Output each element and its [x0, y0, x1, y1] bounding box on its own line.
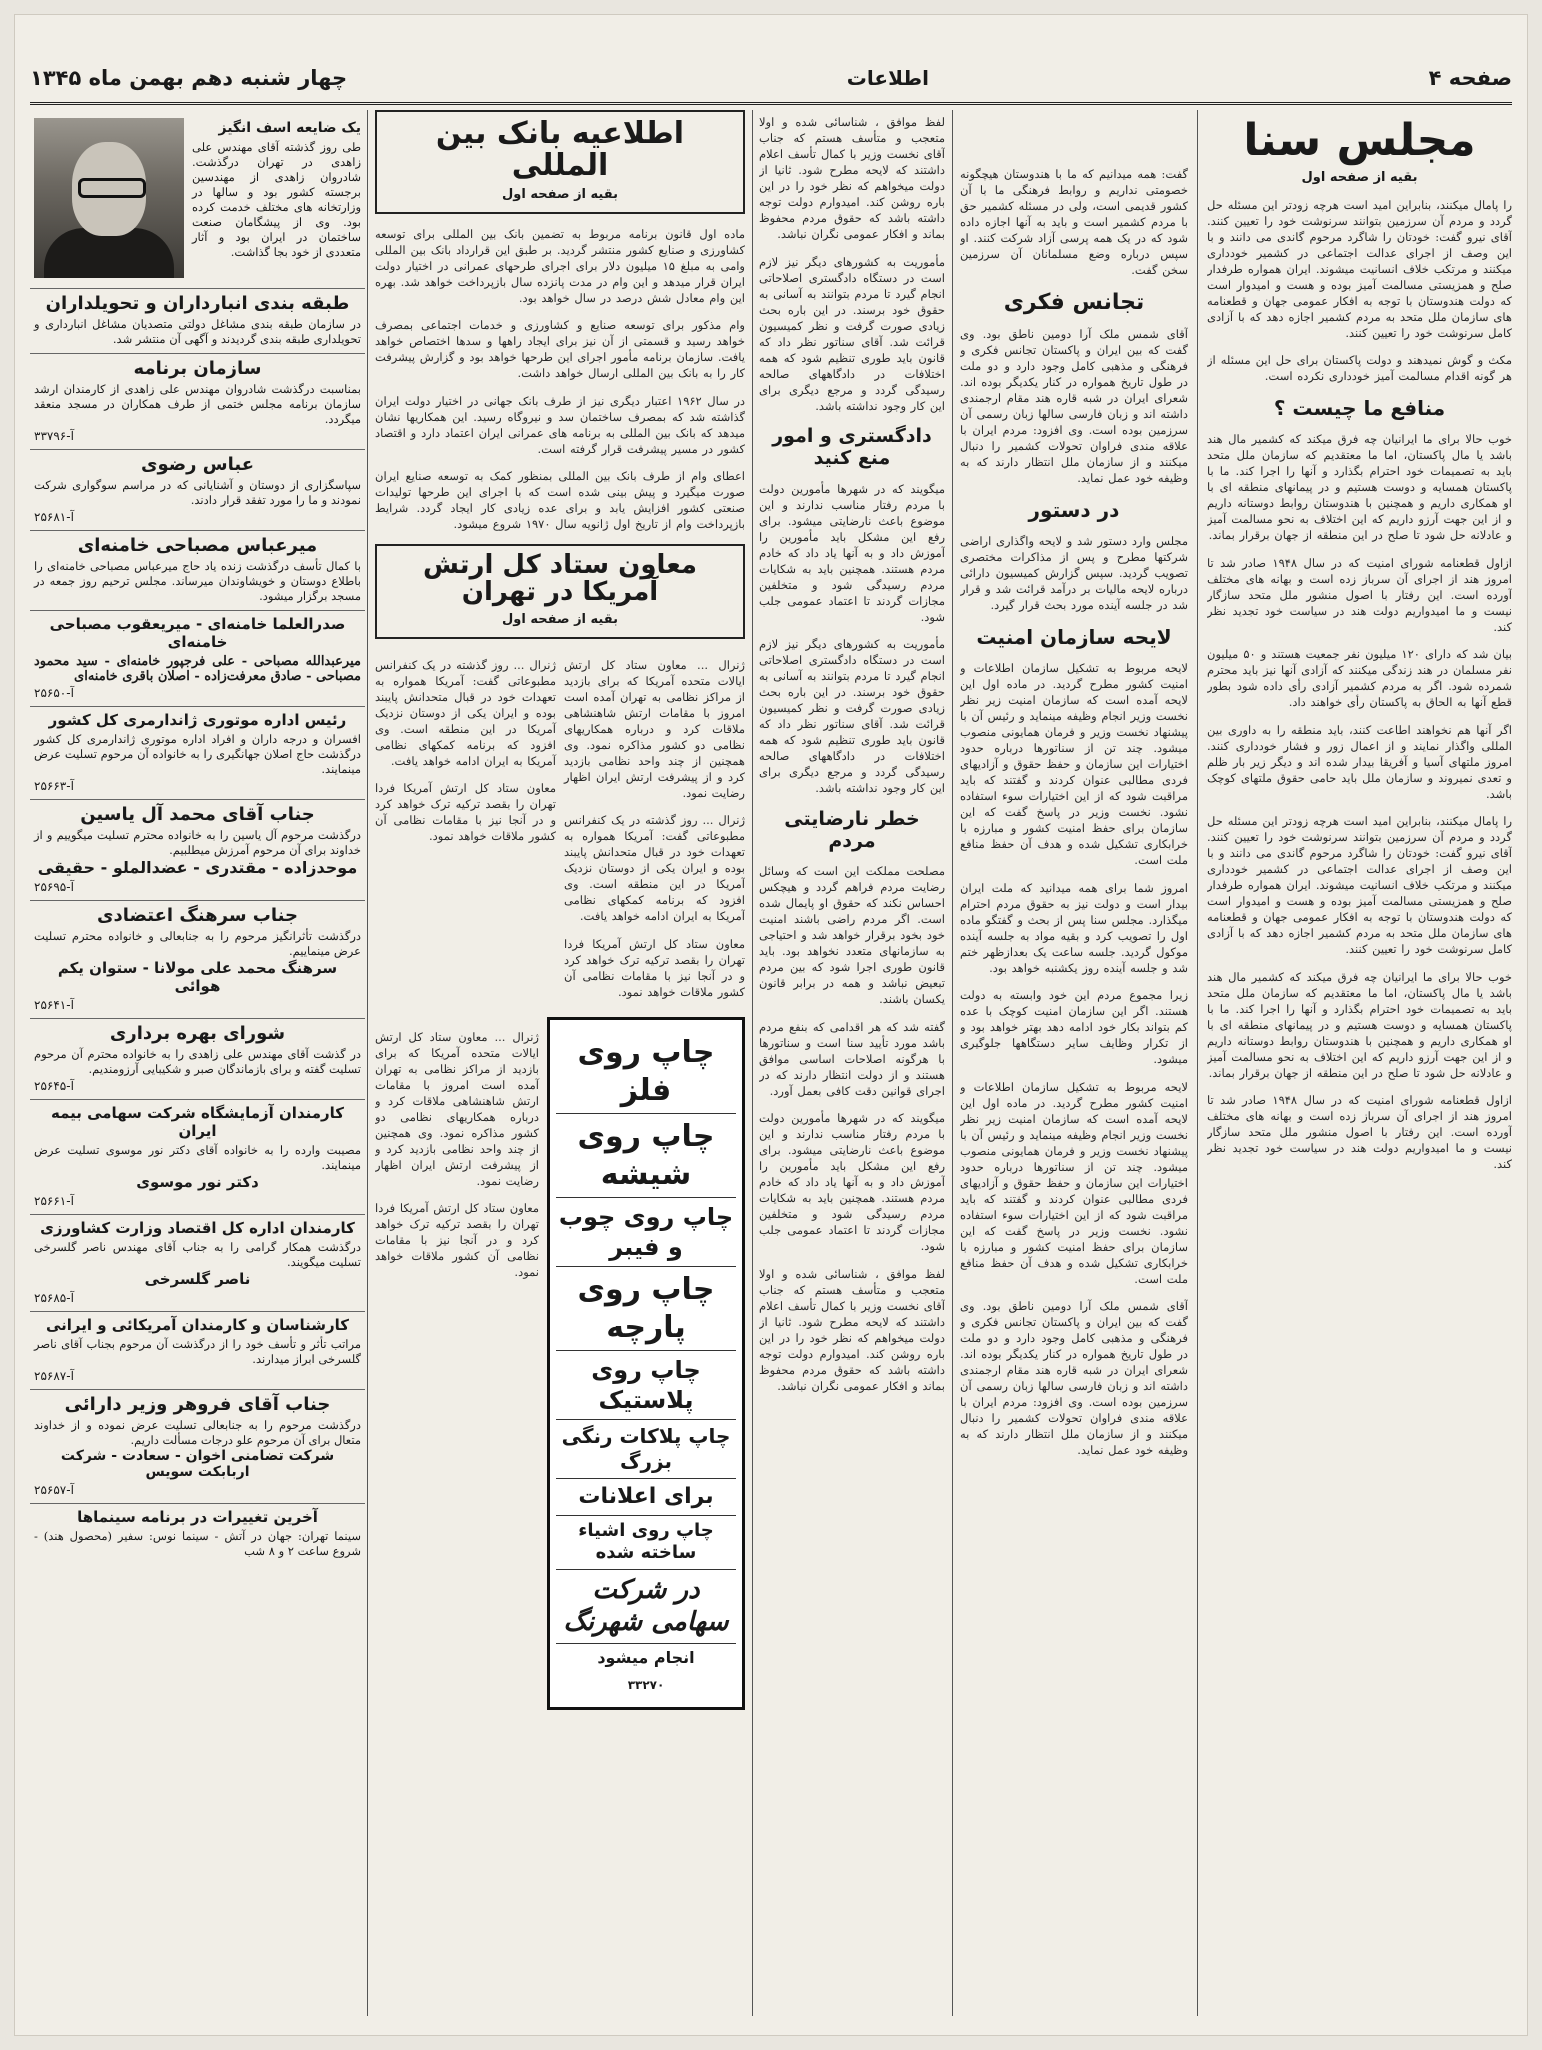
column-notices	[30, 110, 365, 2020]
column-judiciary	[759, 110, 945, 2020]
article-paragraph: بیان شد که دارای ۱۲۰ میلیون نفر جمعیت هستند و ۵۰ میلیون نفر مسلمان در هند زندگی میکنند که آزادی آنها نیز باید محترم شمرده شود. اگر به مردم کشمیر آزادی رأی داده شود بطور قطع آنها به الحاق به پاکستان رأی خواهند داد.	[1207, 647, 1512, 710]
notice-code: آ-۲۵۶۵۷	[34, 1483, 74, 1497]
ad-line: چاپ روی اشیاء ساخته شده	[556, 1516, 736, 1570]
ad-line: چاپ پلاکات رنگی بزرگ	[556, 1420, 736, 1479]
notice-text: درگذشت همکار گرامی را به جناب آقای مهندس ناصر گلسرخی تسلیت میگویند.	[34, 1240, 361, 1269]
ad-company: در شرکت سهامی شهرنگ	[556, 1570, 736, 1644]
notice	[30, 800, 365, 901]
continued-label: بقیه از صفحه اول	[1301, 170, 1418, 186]
article-paragraph: وام مذکور برای توسعه صنایع و کشاورزی و خدمات اجتماعی بمصرف خواهد رسید و قسمتی از آن نیز برای ایجاد راهها و سدها اختصاص خواهد یافت. سازمان برنامه مأمور اجرای این طرحها خواهد بود و گزارش پیشرفت کار را به بانک بین المللی ارسال خواهد داشت.	[375, 318, 745, 380]
article-paragraph: لفظ موافق ، شناسائی شده و اولا متعجب و متأسف هستم که جناب آقای نخست وزیر با کمال تأسف اعلام داشتند که لایحه مطرح شود. ثانیا از دولت میخواهم که نظر خود را در این باره روشن کند. امیدوارم دولت توجه داشته باشد که حقوق مردم محفوظ بماند و افکار عمومی نگران نباشد.	[759, 1266, 945, 1393]
notice-title: شورای بهره برداری	[109, 1023, 286, 1044]
article-paragraph: ماده اول قانون برنامه مربوط به تضمین بانک بین المللی برای توسعه کشاورزی و صنایع کشور منتشر گردید. بر طبق این قرارداد بانک بین المللی وامی به مبلغ ۱۵ میلیون دلار برای اجرای طرحهای عمرانی در اختیار دولت ایران قرار میدهد و این وام در مدت پانزده سال بازپرداخت خواهد شد. بهره این وام معادل شش درصد در سال خواهد بود.	[375, 226, 745, 305]
newspaper-name: اطلاعات	[846, 66, 929, 90]
notice	[30, 1019, 365, 1100]
article-paragraph: معاون ستاد کل ارتش آمریکا فردا تهران را بقصد ترکیه ترک خواهد کرد و در آنجا نیز با مقامات نظامی آن کشور ملاقات خواهد نمود.	[564, 936, 745, 999]
ad-code: ۳۳۲۷۰	[627, 1677, 665, 1692]
army-headline: معاون ستاد کل ارتش آمریکا در تهران	[422, 549, 698, 607]
notice-code: آ-۲۵۶۶۳	[34, 779, 74, 793]
article-paragraph: اعطای وام از طرف بانک بین المللی بمنظور کمک به توسعه صنایع ایران صورت میگیرد و پیش بینی شده است که با اجرای این طرحها تولیدات صنعتی کشور افزایش یابد و برای عده زیادی کار ایجاد گردد. شرایط بازپرداخت وام از تاریخ اول ژانویه سال ۱۹۷۰ شروع میشود.	[375, 469, 745, 531]
notice-code: آ-۲۵۶۸۵	[34, 1291, 74, 1305]
notice	[30, 1312, 365, 1390]
printing-advertisement	[547, 1017, 745, 1710]
notice	[30, 1100, 365, 1215]
article-paragraph: گفت: همه میدانیم که ما با هندوستان هیچگونه خصومتی نداریم و روابط فرهنگی ما با آن کشور قدیمی است، ولی در مسئله کشمیر حق با مردم کشمیر است و باید به آنها اجازه داده شود که در یک همه پرسی آزاد شرکت کنند. او سپس درباره وضع مسلمانان آن سرزمین سخن گفت.	[960, 167, 1188, 277]
ad-line: برای اعلانات	[556, 1479, 736, 1516]
article-paragraph: مصلحت مملکت این است که وسائل رضایت مردم فراهم گردد و هیچکس احساس نکند که حقوق او پایمال شده است. اگر مردم راضی باشند امنیت خود بخود برقرار خواهد شد و احتیاجی به سازمانهای متعدد نخواهد بود. باید قانون طوری اجرا شود که بین مردم تبعیض نباشد و همه در برابر قانون یکسان باشند.	[759, 864, 945, 1006]
notice-code: آ-۲۵۶۸۱	[34, 510, 74, 524]
continued-label: بقیه از صفحه اول	[502, 612, 618, 628]
section-heading: در دستور	[1028, 497, 1120, 522]
article-paragraph: مجلس وارد دستور شد و لایحه واگذاری اراضی شرکتها مطرح و پس از مذاکرات مختصری تصویب گردید. سپس گزارش کمیسیون دارائی درباره لایحه مالیات بر درآمد قرائت شد و قرار شد در جلسه آینده مورد بحث قرار گیرد.	[960, 534, 1188, 612]
article-paragraph: خوب حالا برای ما ایرانیان چه فرق میکند که کشمیر مال هند باشد یا مال پاکستان، اما ما معتقدیم که سازمان ملل متحد باید به تصمیمات خود احترام بگذارد و آنها را اجرا کند. ما با پاکستان همسایه و دوست هستیم و در پیمانهای منطقه ای با او همکاری داریم و همچنین با هندوستان روابط دوستانه داریم و از این جهت آرزو داریم که این اختلاف به نحو مسالمت آمیز و عادلانه حل شود تا صلح در این منطقه از جهان برقرار بماند.	[1207, 969, 1512, 1080]
notice-text: درگذشت مرحوم آل یاسین را به خانواده محترم تسلیت میگوییم و از خداوند برای آن مرحوم آمرزش میطلبیم.	[34, 828, 361, 857]
ad-line: چاپ روی پارچه	[556, 1267, 736, 1351]
article-paragraph: ازاول قطعنامه شورای امنیت که در سال ۱۹۴۸ صادر شد تا امروز هند از اجرای آن سرباز زده است و بهانه های مختلف آورده است. این رفتار با اصول منشور ملل متحد سازگار نیست و ما امیدواریم دولت هند در سیاست خود تجدید نظر کند.	[1207, 555, 1512, 634]
notice-code: آ-۲۵۶۶۱	[34, 1194, 74, 1208]
notice-text: مصیبت وارده را به خانواده آقای دکتر نور موسوی تسلیت عرض مینمایند.	[34, 1143, 361, 1172]
column-rule	[367, 110, 368, 2016]
ad-line: چاپ روی پلاستیک	[556, 1351, 736, 1420]
notice-text: در گذشت آقای مهندس علی زاهدی را به خانواده محترم آن مرحوم تسلیت گفته و برای بازماندگان صبر و شکیبایی آرزومندیم.	[34, 1047, 361, 1076]
notice-code: آ-۲۵۶۴۵	[34, 1079, 74, 1093]
article-paragraph: ژنرال ... معاون ستاد کل ارتش ایالات متحده آمریکا که برای بازدید از مراکز نظامی به تهران آمده است امروز با مقامات ارتش شاهنشاهی ملاقات کرد و درباره همکاریهای نظامی دو کشور مذاکره نمود. وی همچنین از چند واحد نظامی بازدید کرد و از پیشرفت ارتش ایران اظهار رضایت نمود.	[375, 1029, 539, 1188]
ad-line: چاپ روی فلز	[556, 1030, 736, 1114]
article-paragraph: ژنرال ... معاون ستاد کل ارتش ایالات متحده آمریکا که برای بازدید از مراکز نظامی به تهران آمده است امروز با مقامات ارتش شاهنشاهی ملاقات کرد و درباره همکاریهای نظامی دو کشور مذاکره نمود. وی همچنین از چند واحد نظامی بازدید کرد و از پیشرفت ارتش ایران اظهار رضایت نمود.	[564, 657, 745, 800]
article-paragraph: گفته شد که هر اقدامی که بنفع مردم باشد مورد تأیید سنا است و سناتورها با هرگونه اصلاحات اساسی موافق هستند و از دولت انتظار دارند که در اجرای قوانین دقت کافی بعمل آورد.	[759, 1019, 945, 1098]
notice-text: افسران و درجه داران و افراد اداره موتوری ژاندارمری کل کشور درگذشت حاج اصلان جهانگیری را به خانواده آن مرحوم تسلیت عرض مینمایند.	[34, 732, 361, 776]
senate-headline: مجلس سنا	[1243, 115, 1476, 166]
notice-signers: شرکت تضامنی اخوان - سعادت - شرکت اربابکت سویس	[60, 1448, 335, 1480]
column-bank-notice	[375, 110, 745, 2020]
section-heading: خطر نارضایتی مردم	[784, 807, 920, 852]
article-paragraph: لایحه مربوط به تشکیل سازمان اطلاعات و امنیت کشور مطرح گردید. در ماده اول این لایحه آمده است که سازمان امنیت زیر نظر نخست وزیر انجام وظیفه مینماید و رئیس آن با پیشنهاد نخست وزیر و فرمان همایونی منصوب میشود. چند تن از سناتورها درباره حدود اختیارات این سازمان و حفظ حقوق و آزادیهای فردی مطالبی عنوان کردند و گفتند که باید مراقبت شود که از این اختیارات سوء استفاده نشود. نخست وزیر در پاسخ گفت که این سازمان برای حفظ امنیت کشور و مبارزه با خرابکاری تشکیل شده و هدف آن حفظ منافع ملت است.	[960, 1079, 1188, 1286]
continued-label: بقیه از صفحه اول	[502, 187, 618, 202]
article-paragraph: لفظ موافق ، شناسائی شده و اولا متعجب و متأسف هستم که جناب آقای نخست وزیر با کمال تأسف اعلام داشتند که لایحه مطرح شود. ثانیا از دولت میخواهم که نظر خود را در این باره روشن کند. امیدوارم دولت توجه داشته باشد که حقوق مردم محفوظ بماند و افکار عمومی نگران نباشد.	[759, 115, 945, 241]
bank-headline: اطلاعیه بانک بین المللی	[435, 116, 685, 183]
notice	[30, 354, 365, 450]
notice	[30, 611, 365, 707]
notice-title: سازمان برنامه	[133, 358, 262, 379]
notice-title: جناب آقای فروهر وزیر دارائی	[64, 1394, 331, 1415]
column-senate	[1207, 110, 1512, 2020]
notice-code: آ-۲۵۶۵۰	[34, 686, 74, 700]
notice	[30, 707, 365, 800]
notice-title: جناب آقای محمد آل یاسین	[80, 804, 315, 825]
notice-title: رئیس اداره موتوری ژاندارمری کل کشور	[48, 711, 347, 729]
column-rule	[952, 110, 953, 2016]
article-paragraph: در سال ۱۹۶۲ اعتبار دیگری نیز از طرف بانک جهانی در اختیار دولت ایران گذاشته شد که بمصرف ساختمان سد و نیروگاه رسید. این همکاریها نشان میدهد که بانک بین المللی به برنامه های عمرانی ایران اعتماد دارد و اقتصاد کشور در مسیر پیشرفت قرار گرفته است.	[375, 393, 745, 456]
ad-line: چاپ روی چوب و فیبر	[556, 1198, 736, 1267]
obituary-text: طی روز گذشته آقای مهندس علی زاهدی در تهران درگذشت. شادروان زاهدی از مهندسین برجسته کشور بود و سالها در وزارتخانه های مختلف خدمت کرده بود. وی از پیشگامان صنعت ساختمان در ایران بود و آثار متعددی از خود بجا گذاشت.	[192, 140, 361, 259]
article-paragraph: معاون ستاد کل ارتش آمریکا فردا تهران را بقصد ترکیه ترک خواهد کرد و در آنجا نیز با مقامات نظامی آن کشور ملاقات خواهد نمود.	[375, 781, 556, 844]
newspaper-page	[14, 14, 1528, 2036]
article-paragraph: ژنرال ... روز گذشته در یک کنفرانس مطبوعاتی گفت: آمریکا همواره به تعهدات خود در قبال متحدانش پایبند بوده و ایران یکی از دوستان نزدیک آمریکا در این منطقه است. وی افزود که برنامه کمکهای نظامی آمریکا به ایران ادامه خواهد یافت.	[375, 657, 556, 768]
section-heading: لایحه سازمان امنیت	[976, 624, 1172, 649]
notice	[30, 450, 365, 531]
notice-title: طبقه بندی انبارداران و تحویلداران	[45, 293, 350, 314]
ad-row	[375, 1017, 745, 1710]
article-paragraph: میگویند که در شهرها مأمورین دولت با مردم رفتار مناسب ندارند و این موضوع باعث نارضایتی میشود. برای رفع این مشکل باید مأمورین را آموزش داد و به آنها یاد داد که خادم مردم هستند. همچنین باید به شکایات مردم رسیدگی شود و متخلفین مجازات گردند تا اعتماد عمومی جلب شود.	[759, 1111, 945, 1253]
article-paragraph: لایحه مربوط به تشکیل سازمان اطلاعات و امنیت کشور مطرح گردید. در ماده اول این لایحه آمده است که سازمان امنیت زیر نظر نخست وزیر انجام وظیفه مینماید و رئیس آن با پیشنهاد نخست وزیر و فرمان همایونی منصوب میشود. چند تن از سناتورها درباره حدود اختیارات این سازمان و حفظ حقوق و آزادیهای فردی مطالبی عنوان کردند و گفتند که باید مراقبت شود که از این اختیارات سوء استفاده نشود. نخست وزیر در پاسخ گفت که این سازمان برای حفظ امنیت کشور و مبارزه با خرابکاری تشکیل شده و هدف آن حفظ منافع ملت است.	[960, 661, 1188, 867]
notice-title: جناب سرهنگ اعتضادی	[97, 905, 298, 926]
article-paragraph: معاون ستاد کل ارتش آمریکا فردا تهران را بقصد ترکیه ترک خواهد کرد و در آنجا نیز با مقامات نظامی آن کشور ملاقات خواهد نمود.	[375, 1201, 539, 1280]
notice	[30, 1390, 365, 1504]
article-paragraph: را پامال میکنند، بنابراین امید است هرچه زودتر این مسئله حل گردد و مردم آن سرزمین بتوانند سرنوشت خود را تعیین کنند. آقای نیرو گفت: خودتان را شاگرد مرحوم گاندی می دانند و با این وصف از اجرای عدالت اجتماعی در کشمیر خودداری میکنند و مرتکب خلاف انسانیت میشوند. ایران همواره طرفدار صلح و همزیستی مسالمت آمیز بوده و هست و امیدوار است که دولت هندوستان با توجه به افکار عمومی جهان و قطعنامه های سازمان ملل متحد به مردم کشمیر اجازه دهد که با آزادی کامل سرنوشت خود را تعیین کنند.	[1207, 814, 1512, 957]
column-rule	[752, 110, 753, 2016]
notice-code: آ-۲۵۶۴۱	[34, 998, 74, 1012]
notice-signers: دکتر نور موسوی	[136, 1173, 259, 1191]
notice-code: آ-۳۳۷۹۶	[34, 429, 74, 443]
notice-title: میرعباس مصباحی خامنه‌ای	[77, 535, 318, 556]
issue-date: چهار شنبه دهم بهمن ماه ۱۳۴۵	[30, 66, 348, 90]
article-paragraph: مکث و گوش نمیدهند و دولت پاکستان برای حل این مسئله از هر گونه اقدام مسالمت آمیز خودداری نکرده است.	[1207, 353, 1512, 384]
section-heading: دادگستری و امور منع کنید	[772, 425, 932, 469]
notice	[30, 531, 365, 611]
notice	[30, 1215, 365, 1312]
notice-signers: موحدزاده - مقتدری - عضدالملو - حقیقی	[37, 858, 358, 877]
notice-signers: سرهنگ محمد علی مولانا - ستوان یکم هوائی	[57, 959, 338, 995]
notice-title: صدرالعلما خامنه‌ای - میریعقوب مصباحی خامنه‌ای	[49, 615, 346, 651]
army-headline-box	[375, 544, 745, 640]
notice	[30, 289, 365, 354]
obituary-photo-block	[30, 110, 365, 289]
notice-title: کارمندان اداره کل اقتصاد وزارت کشاورزی	[40, 1219, 355, 1237]
notice-code: آ-۲۵۶۹۵	[34, 880, 74, 894]
article-paragraph: زیرا مجموع مردم این خود وابسته به دولت هستند. اگر این سازمان امنیت کوچک با عده کم بتواند بکار خود ادامه دهد بهتر خواهد بود و از تکرار وظایف سایر دستگاهها جلوگیری میشود.	[960, 988, 1188, 1066]
notice-title: کارمندان آزمایشگاه شرکت سهامی بیمه ایران	[50, 1104, 345, 1140]
notice-text: مراتب تأثر و تأسف خود را از درگذشت آن مرحوم بجناب آقای ناصر گلسرخی ابراز میدارند.	[34, 1337, 361, 1366]
notice	[30, 1504, 365, 1565]
notice-text: در سازمان طبقه بندی مشاغل دولتی متصدیان مشاغل انبارداری و تحویلداری طبقه بندی گردیدند و آگهی آن منتشر شد.	[34, 317, 361, 346]
notice-text: بمناسبت درگذشت شادروان مهندس علی زاهدی از کارمندان ارشد سازمان برنامه مجلس ختمی از طرف همکاران در مسجد منعقد میگردد.	[34, 382, 361, 426]
ad-line: چاپ روی شیشه	[556, 1114, 736, 1198]
article-paragraph: مأموریت به کشورهای دیگر نیز لازم است در دستگاه دادگستری اصلاحاتی انجام گیرد تا مردم بتوانند به آسانی به حقوق خود برسند. در این باره بحث زیادی صورت گرفت و نظر کمیسیون قرائت شد. آقای سناتور نظر داد که قانون باید طوری تنظیم شود که همه اختلافات در دادگاههای صالحه رسیدگی گردد و مرجع دیگری برای این کار وجود نداشته باشد.	[759, 254, 945, 413]
notice-title: عباس رضوی	[140, 454, 255, 475]
army-article-row	[375, 645, 745, 1011]
portrait-photo	[34, 118, 184, 278]
article-paragraph: ازاول قطعنامه شورای امنیت که در سال ۱۹۴۸ صادر شد تا امروز هند از اجرای آن سرباز زده است و بهانه های مختلف آورده است. این رفتار با اصول منشور ملل متحد سازگار نیست و ما امیدواریم دولت هند در سیاست خود تجدید نظر کند.	[1207, 1093, 1512, 1172]
article-paragraph: خوب حالا برای ما ایرانیان چه فرق میکند که کشمیر مال هند باشد یا مال پاکستان، اما ما معتقدیم که سازمان ملل متحد باید به تصمیمات خود احترام بگذارد و آنها را اجرا کند. ما با پاکستان همسایه و دوست هستیم و در پیمانهای منطقه ای با او همکاری داریم و همچنین با هندوستان روابط دوستانه داریم و از این جهت آرزو داریم که این اختلاف به نحو مسالمت آمیز و عادلانه حل شود تا صلح در این منطقه از جهان برقرار بماند.	[1207, 432, 1512, 543]
column-rule	[1197, 110, 1198, 2016]
notice-text: میرعبدالله مصباحی - علی فرجپور خامنه‌ای - سید محمود مصباحی - صادق معرفت‌زاده - اصلان باقری خامنه‌ای	[34, 654, 361, 684]
column-senate-continued	[960, 110, 1188, 2020]
notice-text: درگذشت مرحوم را به جنابعالی تسلیت عرض نموده و از خداوند متعال برای آن مرحوم علو درجات مسألت داریم.	[34, 1418, 361, 1447]
page-number: صفحه ۴	[1428, 66, 1512, 90]
article-paragraph: آقای شمس ملک آرا دومین ناطق بود. وی گفت که بین ایران و پاکستان تجانس فکری و فرهنگی و مذهبی کامل وجود دارد و دو ملت در طول تاریخ همواره در کنار یکدیگر بوده اند. شعرای ایران در شبه قاره هند مقام ارجمندی داشته اند و زبان فارسی سالها زبان رسمی آن سرزمین بوده است. وی افزود: مردم ایران با علاقه مندی فراوان تحولات کشمیر را دنبال میکنند و از سازمان ملل انتظار دارند که به وظیفه خود عمل نماید.	[960, 1299, 1188, 1457]
bank-notice-box	[375, 110, 745, 214]
notice	[30, 901, 365, 1019]
photo-caption: یک ضایعه اسف انگیز	[218, 120, 361, 136]
ad-tail: انجام میشود	[597, 1647, 695, 1667]
article-paragraph: اگر آنها هم نخواهند اطاعت کنند، باید منطقه را به داوری بین المللی واگذار نمایند و از اعمال زور و فشار خودداری کنند. امروز ملتهای آسیا و آفریقا بیدار شده اند و دیگر زیر بار ظلم و تعدی نمیروند و سازمان ملل باید حامی حقوق ملتهای کوچک باشد.	[1207, 722, 1512, 801]
notice-text: سپاسگزاری از دوستان و آشنایانی که در مراسم سوگواری شرکت نمودند و ما را مورد تفقد قرار دادند.	[34, 478, 361, 507]
notice-text: سینما تهران: جهان در آتش - سینما نوس: سفیر (محصول هند) - شروع ساعت ۲ و ۸ شب	[34, 1529, 361, 1558]
notice-signers: ناصر گلسرخی	[144, 1270, 251, 1288]
section-heading: تجانس فکری	[1003, 289, 1145, 315]
notice-title: آخرین تغییرات در برنامه سینماها	[77, 1508, 318, 1526]
section-heading: منافع ما چیست ؟	[1273, 395, 1446, 420]
notice-text: با کمال تأسف درگذشت زنده یاد حاج میرعباس مصباحی خامنه‌ای را باطلاع دوستان و خویشاوندان میرساند. مجلس ترحیم روز جمعه در مسجد برگزار میشود.	[34, 559, 361, 603]
article-paragraph: مأموریت به کشورهای دیگر نیز لازم است در دستگاه دادگستری اصلاحاتی انجام گیرد تا مردم بتوانند به آسانی به حقوق خود برسند. در این باره بحث زیادی صورت گرفت و نظر کمیسیون قرائت شد. آقای سناتور نظر داد که قانون باید طوری تنظیم شود که همه اختلافات در دادگاههای صالحه رسیدگی گردد و مرجع دیگری برای این کار وجود نداشته باشد.	[759, 637, 945, 795]
article-paragraph: آقای شمس ملک آرا دومین ناطق بود. وی گفت که بین ایران و پاکستان تجانس فکری و فرهنگی و مذهبی کامل وجود دارد و دو ملت در طول تاریخ همواره در کنار یکدیگر بوده اند. شعرای ایران در شبه قاره هند مقام ارجمندی داشته اند و زبان فارسی سالها زبان رسمی آن سرزمین بوده است. وی افزود: مردم ایران با علاقه مندی فراوان تحولات کشمیر را دنبال میکنند و از سازمان ملل انتظار دارند که به وظیفه خود عمل نماید.	[960, 327, 1188, 485]
article-paragraph: را پامال میکنند، بنابراین امید است هرچه زودتر این مسئله حل گردد و مردم آن سرزمین بتوانند سرنوشت خود را تعیین کنند. آقای نیرو گفت: خودتان را شاگرد مرحوم گاندی می دانند و با این وصف از اجرای عدالت اجتماعی در کشمیر خودداری میکنند و مرتکب خلاف انسانیت میشوند. ایران همواره طرفدار صلح و همزیستی مسالمت آمیز بوده و هست و امیدوار است که دولت هندوستان با توجه به افکار عمومی جهان و قطعنامه های سازمان ملل متحد به مردم کشمیر اجازه دهد که با آزادی کامل سرنوشت خود را تعیین کنند.	[1207, 197, 1512, 340]
notice-text: درگذشت تأثرانگیز مرحوم را به جنابعالی و خانواده محترم تسلیت عرض مینماییم.	[34, 929, 361, 958]
article-paragraph: ژنرال ... روز گذشته در یک کنفرانس مطبوعاتی گفت: آمریکا همواره به تعهدات خود در قبال متحدانش پایبند بوده و ایران یکی از دوستان نزدیک آمریکا در این منطقه است. وی افزود که برنامه کمکهای نظامی آمریکا به ایران ادامه خواهد یافت.	[564, 813, 745, 924]
article-paragraph: امروز شما برای همه میدانید که ملت ایران بیدار است و دولت نیز به حقوق مردم احترام میگذارد. مجلس سنا پس از بحث و گفتگو ماده اول را تصویب کرد و بقیه مواد به جلسه آینده موکول گردید. جلسه ساعت یک بعدازظهر ختم شد و جلسه آینده روز یکشنبه خواهد بود.	[960, 880, 1188, 975]
article-paragraph: میگویند که در شهرها مأمورین دولت با مردم رفتار مناسب ندارند و این موضوع باعث نارضایتی میشود. برای رفع این مشکل باید مأمورین را آموزش داد و به آنها یاد داد که خادم مردم هستند. همچنین باید به شکایات مردم رسیدگی شود و متخلفین مجازات گردند تا اعتماد عمومی جلب شود.	[759, 481, 945, 624]
masthead	[30, 54, 1512, 105]
notice-title: کارشناسان و کارمندان آمریکائی و ایرانی	[45, 1316, 350, 1334]
notice-code: آ-۲۵۶۸۷	[34, 1369, 74, 1383]
